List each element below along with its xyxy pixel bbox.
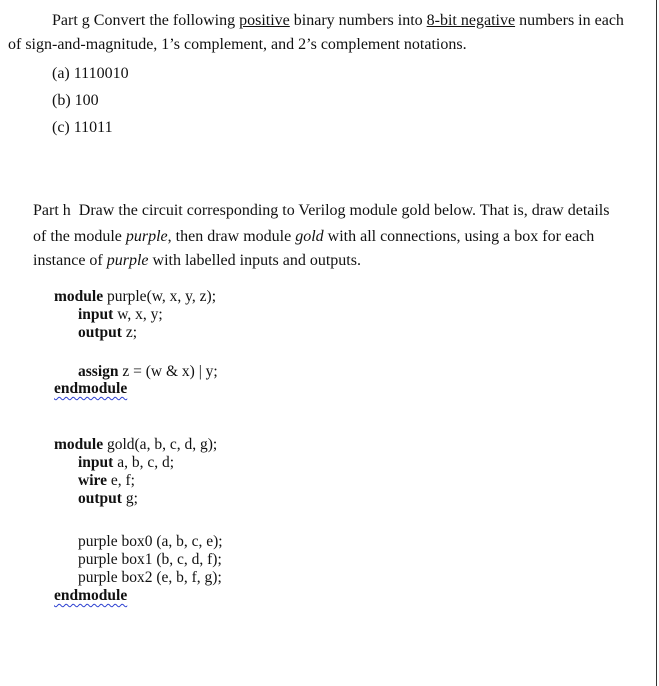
text: numbers in each (515, 12, 624, 29)
code-line (54, 587, 127, 605)
keyword: assign (78, 363, 119, 380)
code-line (78, 454, 174, 472)
keyword: module (54, 288, 104, 305)
underlined-positive: positive (239, 12, 290, 29)
text: z = (w & x) | y; (118, 363, 218, 380)
text: e, f; (106, 472, 135, 489)
code-line: purple box1 (b, c, d, f); (78, 551, 222, 568)
keyword-spellcheck: endmodule (54, 380, 128, 397)
code-line (54, 380, 127, 398)
text: with all connections, using a box for each (323, 228, 595, 245)
text: gold(a, b, c, d, g); (103, 436, 218, 453)
text: w, x, y; (113, 306, 163, 323)
part-h-line-2 (33, 228, 594, 246)
part-g-line-1 (52, 12, 624, 30)
code-line (78, 490, 138, 508)
keyword: input (78, 454, 114, 471)
text: Convert the following (93, 12, 240, 29)
code-line (78, 363, 218, 381)
keyword: input (78, 306, 114, 323)
code-line (54, 436, 217, 454)
keyword: wire (78, 472, 107, 489)
code-line: purple box0 (a, b, c, e); (78, 533, 223, 550)
part-g-label: Part g (52, 12, 90, 29)
part-h-label: Part h (33, 202, 71, 219)
italic-gold: gold (295, 228, 324, 245)
part-h-line-1 (33, 202, 609, 220)
item-b: (b) 100 (52, 92, 99, 109)
text: binary numbers into (289, 12, 427, 29)
keyword: module (54, 436, 104, 453)
code-line: purple box2 (e, b, f, g); (78, 569, 222, 586)
item-a: (a) 1110010 (52, 65, 129, 82)
text: instance of (33, 252, 107, 269)
text: , then draw module (167, 228, 296, 245)
keyword: output (78, 324, 122, 341)
item-c: (c) 11011 (52, 119, 113, 136)
text: with labelled inputs and outputs. (148, 252, 361, 269)
keyword-spellcheck: endmodule (54, 587, 128, 604)
text: purple(w, x, y, z); (103, 288, 217, 305)
text: of the module (33, 228, 126, 245)
italic-purple: purple (125, 228, 168, 245)
code-line (78, 472, 135, 490)
text: Draw the circuit corresponding to Verilog module gold below. That is, draw details (78, 202, 610, 219)
keyword: output (78, 490, 122, 507)
code-line (78, 306, 163, 324)
italic-purple: purple (106, 252, 149, 269)
text: a, b, c, d; (113, 454, 175, 471)
page-border (656, 0, 657, 686)
part-g-line-2: of sign-and-magnitude, 1’s complement, and 2’s complement notations. (8, 36, 467, 53)
part-h-line-3 (33, 252, 361, 270)
code-line (54, 288, 216, 306)
text: g; (121, 490, 138, 507)
text: z; (121, 324, 137, 341)
code-line (78, 324, 137, 342)
underlined-8bit-negative: 8-bit negative (426, 12, 516, 29)
